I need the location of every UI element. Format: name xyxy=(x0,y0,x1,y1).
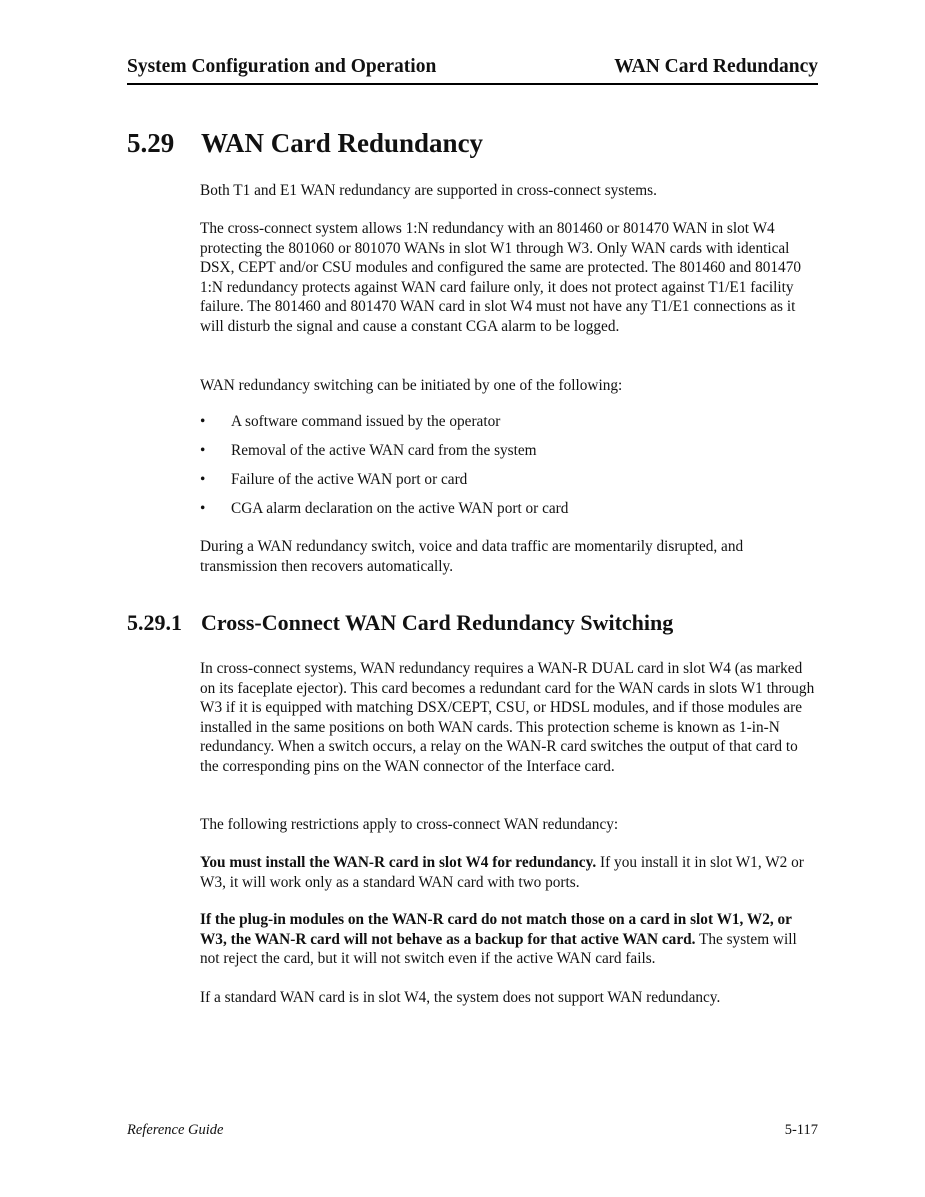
list-item xyxy=(200,470,815,499)
restriction-1-emphasis: You must install the WAN-R card in slot W4 for redundancy. xyxy=(200,854,597,871)
section-intro-block xyxy=(200,181,815,201)
restriction-1-text: If you install it in slot W1, W2 or W3, it will work only as a standard WAN card with two ports. xyxy=(200,854,804,891)
header-rule xyxy=(127,83,818,85)
section-heading xyxy=(127,128,483,159)
subsection-para-3-block xyxy=(200,853,815,892)
subsection-heading xyxy=(127,610,673,636)
bullet-list xyxy=(200,412,815,528)
header-chapter-title: System Configuration and Operation xyxy=(127,56,437,77)
subsection-para-4-block xyxy=(200,910,815,969)
running-header xyxy=(127,56,818,78)
section-para-2-block xyxy=(200,219,815,337)
subsection-para-2-block xyxy=(200,815,815,835)
bullet-list-block xyxy=(200,412,815,528)
subsection-para-1: In cross-connect systems, WAN redundancy requires a WAN-R DUAL card in slot W4 (as marked on its faceplate ejector). This card becomes a redundant card for the WAN cards in slots W1 through W3 if it is equipped with matching DSX/CEPT, CSU, or HDSL modules, and if those modules are installed in the same positions on both WAN cards. This protection scheme is known as 1-in-N redundancy. When a switch occurs, a relay on the WAN-R card switches the output of that card to the corresponding pins on the WAN connector of the Interface card. xyxy=(200,660,815,775)
footer-page-number: 5-117 xyxy=(784,1122,818,1138)
footer-document-title: Reference Guide xyxy=(127,1122,224,1138)
restriction-2-text: The system will not reject the card, but it will not switch even if the active WAN card fails. xyxy=(200,930,797,968)
section-para-3: WAN redundancy switching can be initiated by one of the following: xyxy=(200,377,623,394)
section-para-4: During a WAN redundancy switch, voice and data traffic are momentarily disrupted, and transmission then recovers automatically. xyxy=(200,538,744,575)
bullet-text: Failure of the active WAN port or card xyxy=(231,471,468,488)
section-intro: Both T1 and E1 WAN redundancy are supported in cross-connect systems. xyxy=(200,182,657,199)
subsection-para-5: If a standard WAN card is in slot W4, the system does not support WAN redundancy. xyxy=(200,989,721,1006)
section-title: WAN Card Redundancy xyxy=(201,128,484,158)
list-item xyxy=(200,441,815,470)
list-item xyxy=(200,499,815,528)
bullet-dot: • xyxy=(200,442,206,459)
subsection-para-3 xyxy=(200,853,815,892)
header-section-title: WAN Card Redundancy xyxy=(614,56,818,77)
section-para-2: The cross-connect system allows 1:N redundancy with an 801460 or 801470 WAN in slot W4 protecting the 801060 or 801070 WANs in slot W1 through W3. Only WAN cards with identical DSX, CEPT and/or CSU modules and configured the same are protected. The 801460 and 801470 1:N redundancy protects against WAN card failure only, it does not protect against T1/E1 facility failure. The 801460 and 801470 WAN card in slot W4 must not have any T1/E1 connections as it will disturb the signal and cause a constant CGA alarm to be logged. xyxy=(200,220,801,335)
subsection-para-5-block xyxy=(200,988,815,1008)
bullet-text: Removal of the active WAN card from the system xyxy=(231,442,537,459)
bullet-dot: • xyxy=(200,500,206,517)
restriction-2-emphasis: If the plug-in modules on the WAN-R card do not match those on a card in slot W1, W2, or W3, the WAN-R card will not behave as a backup for that active WAN card. xyxy=(200,911,792,948)
bullet-dot: • xyxy=(200,471,206,488)
section-para-4-block xyxy=(200,537,815,576)
subsection-number: 5.29.1 xyxy=(127,610,182,635)
bullet-dot: • xyxy=(200,413,206,430)
bullet-text: A software command issued by the operator xyxy=(231,413,501,430)
subsection-title: Cross-Connect WAN Card Redundancy Switching xyxy=(201,610,674,635)
subsection-para-2: The following restrictions apply to cross-connect WAN redundancy: xyxy=(200,816,619,833)
section-para-3-block xyxy=(200,376,815,396)
subsection-para-1-block xyxy=(200,659,815,777)
section-number: 5.29 xyxy=(127,128,175,158)
subsection-para-4 xyxy=(200,910,815,969)
bullet-text: CGA alarm declaration on the active WAN port or card xyxy=(231,500,569,517)
list-item xyxy=(200,412,815,441)
